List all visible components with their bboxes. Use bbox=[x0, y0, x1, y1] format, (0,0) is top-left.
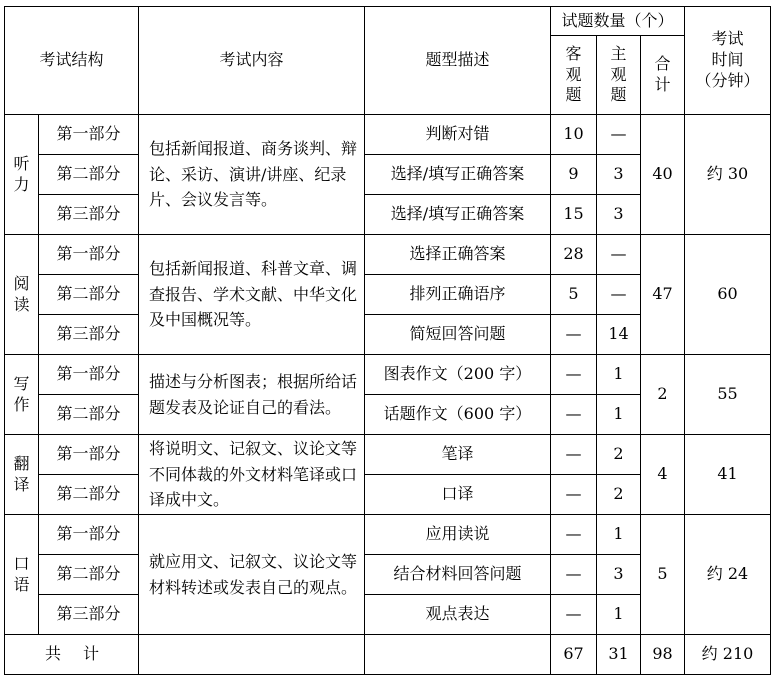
header-structure: 考试结构 bbox=[5, 7, 139, 115]
question-type: 选择正确答案 bbox=[365, 235, 551, 275]
objective-count: 28 bbox=[551, 235, 597, 275]
subjective-count: 1 bbox=[597, 395, 641, 435]
section-total: 5 bbox=[641, 515, 685, 635]
question-type: 笔译 bbox=[365, 435, 551, 475]
part-label: 第二部分 bbox=[39, 555, 139, 595]
table-row bbox=[5, 515, 771, 555]
subjective-count: — bbox=[597, 235, 641, 275]
subjective-count: 14 bbox=[597, 315, 641, 355]
part-label: 第二部分 bbox=[39, 275, 139, 315]
footer-content-empty bbox=[139, 635, 365, 675]
objective-count: — bbox=[551, 355, 597, 395]
section-content: 包括新闻报道、商务谈判、辩论、采访、演讲/讲座、纪录片、会议发言等。 bbox=[139, 115, 365, 235]
section-time: 60 bbox=[685, 235, 771, 355]
part-label: 第三部分 bbox=[39, 315, 139, 355]
objective-count: — bbox=[551, 595, 597, 635]
part-label: 第一部分 bbox=[39, 115, 139, 155]
section-name: 写 作 bbox=[5, 355, 39, 435]
footer-type-empty bbox=[365, 635, 551, 675]
objective-count: — bbox=[551, 475, 597, 515]
subjective-count: — bbox=[597, 275, 641, 315]
section-total: 4 bbox=[641, 435, 685, 515]
section-time: 约 30 bbox=[685, 115, 771, 235]
table-row bbox=[5, 435, 771, 475]
header-objective: 客 观 题 bbox=[551, 36, 597, 115]
exam-structure-table bbox=[4, 6, 771, 675]
section-total: 2 bbox=[641, 355, 685, 435]
objective-count: 9 bbox=[551, 155, 597, 195]
subjective-count: 3 bbox=[597, 555, 641, 595]
section-content: 就应用文、记叙文、议论文等材料转述或发表自己的观点。 bbox=[139, 515, 365, 635]
footer-objective-total: 67 bbox=[551, 635, 597, 675]
table-row bbox=[5, 355, 771, 395]
footer-grand-total: 98 bbox=[641, 635, 685, 675]
header-time: 考试 时间 （分钟） bbox=[685, 7, 771, 115]
section-name: 阅 读 bbox=[5, 235, 39, 355]
section-total: 40 bbox=[641, 115, 685, 235]
part-label: 第二部分 bbox=[39, 475, 139, 515]
objective-count: 10 bbox=[551, 115, 597, 155]
section-content: 描述与分析图表；根据所给话题发表及论证自己的看法。 bbox=[139, 355, 365, 435]
question-type: 口译 bbox=[365, 475, 551, 515]
section-total: 47 bbox=[641, 235, 685, 355]
header-total: 合 计 bbox=[641, 36, 685, 115]
section-content: 将说明文、记叙文、议论文等不同体裁的外文材料笔译或口译成中文。 bbox=[139, 435, 365, 515]
section-name: 翻 译 bbox=[5, 435, 39, 515]
subjective-count: 3 bbox=[597, 195, 641, 235]
part-label: 第二部分 bbox=[39, 395, 139, 435]
footer-subjective-total: 31 bbox=[597, 635, 641, 675]
subjective-count: 2 bbox=[597, 475, 641, 515]
section-name: 听 力 bbox=[5, 115, 39, 235]
question-type: 话题作文（600 字） bbox=[365, 395, 551, 435]
table-row bbox=[5, 235, 771, 275]
part-label: 第三部分 bbox=[39, 595, 139, 635]
subjective-count: 1 bbox=[597, 355, 641, 395]
part-label: 第一部分 bbox=[39, 435, 139, 475]
question-type: 观点表达 bbox=[365, 595, 551, 635]
subjective-count: 2 bbox=[597, 435, 641, 475]
section-time: 41 bbox=[685, 435, 771, 515]
objective-count: — bbox=[551, 555, 597, 595]
question-type: 选择/填写正确答案 bbox=[365, 195, 551, 235]
objective-count: — bbox=[551, 395, 597, 435]
subjective-count: 3 bbox=[597, 155, 641, 195]
objective-count: 15 bbox=[551, 195, 597, 235]
section-time: 约 24 bbox=[685, 515, 771, 635]
question-type: 简短回答问题 bbox=[365, 315, 551, 355]
section-name: 口 语 bbox=[5, 515, 39, 635]
objective-count: — bbox=[551, 435, 597, 475]
header-question-count: 试题数量（个） bbox=[551, 7, 685, 36]
header-subjective: 主 观 题 bbox=[597, 36, 641, 115]
table-row bbox=[5, 115, 771, 155]
objective-count: — bbox=[551, 315, 597, 355]
table-body bbox=[5, 115, 771, 635]
part-label: 第二部分 bbox=[39, 155, 139, 195]
question-type: 应用读说 bbox=[365, 515, 551, 555]
section-content: 包括新闻报道、科普文章、调查报告、学术文献、中华文化及中国概况等。 bbox=[139, 235, 365, 355]
header-content: 考试内容 bbox=[139, 7, 365, 115]
question-type: 结合材料回答问题 bbox=[365, 555, 551, 595]
section-time: 55 bbox=[685, 355, 771, 435]
header-type-desc: 题型描述 bbox=[365, 7, 551, 115]
subjective-count: 1 bbox=[597, 595, 641, 635]
question-type: 选择/填写正确答案 bbox=[365, 155, 551, 195]
objective-count: 5 bbox=[551, 275, 597, 315]
subjective-count: — bbox=[597, 115, 641, 155]
footer-time-total: 约 210 bbox=[685, 635, 771, 675]
subjective-count: 1 bbox=[597, 515, 641, 555]
part-label: 第一部分 bbox=[39, 235, 139, 275]
part-label: 第一部分 bbox=[39, 515, 139, 555]
question-type: 图表作文（200 字） bbox=[365, 355, 551, 395]
part-label: 第一部分 bbox=[39, 355, 139, 395]
question-type: 判断对错 bbox=[365, 115, 551, 155]
part-label: 第三部分 bbox=[39, 195, 139, 235]
objective-count: — bbox=[551, 515, 597, 555]
footer-label: 共计 bbox=[5, 635, 139, 675]
question-type: 排列正确语序 bbox=[365, 275, 551, 315]
